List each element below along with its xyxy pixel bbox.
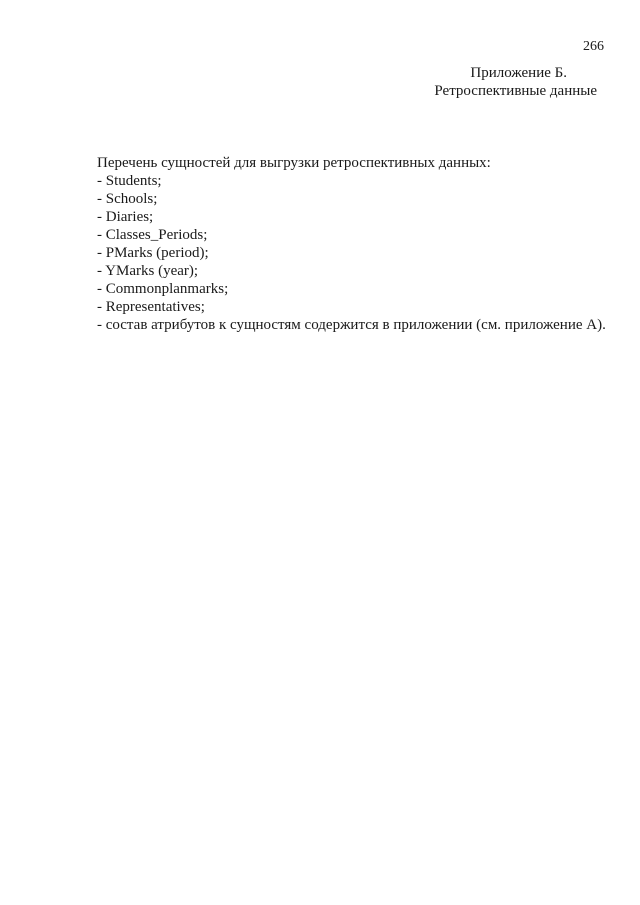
appendix-header [434,64,597,100]
list-item: - Diaries; [97,209,154,225]
list-item: - PMarks (period); [97,245,209,261]
entity-list [60,172,608,316]
list-item: - Commonplanmarks; [97,281,229,297]
appendix-subtitle: Ретроспективные данные [434,83,597,99]
list-item: - Schools; [97,191,158,207]
page-number: 266 [583,39,604,54]
entity-list-intro: Перечень сущностей для выгрузки ретроспективных данных: [97,155,491,171]
appendix-title: Приложение Б. [470,65,567,81]
attributes-note: - состав атрибутов к сущностям содержится в приложении (см. приложение А). [97,317,606,333]
list-item: - Students; [97,173,162,189]
document-body [60,154,608,334]
list-item: - YMarks (year); [97,263,199,279]
list-item: - Representatives; [97,299,205,315]
list-item: - Classes_Periods; [97,227,208,243]
